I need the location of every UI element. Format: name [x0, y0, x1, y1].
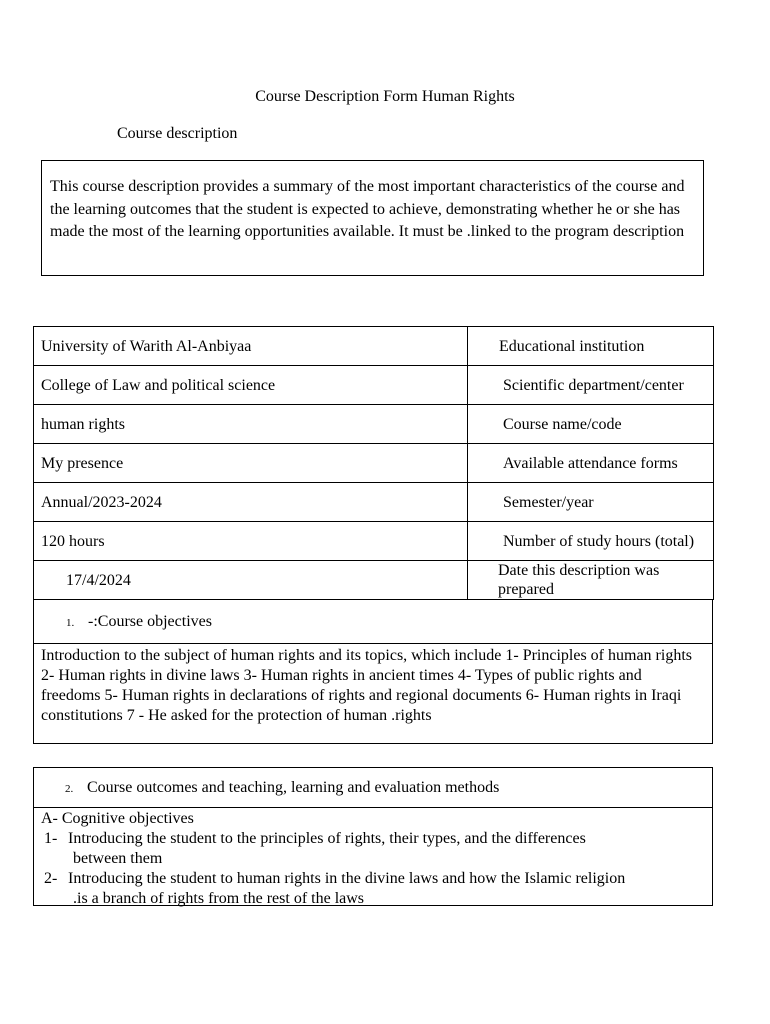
institution-label: Educational institution [468, 327, 714, 366]
attendance-value: My presence [34, 444, 468, 483]
list-item-text: Introducing the student to the principles of rights, their types, and the differences [68, 830, 586, 847]
date-value: 17/4/2024 [34, 561, 468, 600]
list-item [41, 829, 704, 869]
course-name-label: Course name/code [468, 405, 714, 444]
course-outcomes-body [34, 808, 712, 909]
list-item-continuation: .is a branch of rights from the rest of the laws [73, 890, 365, 907]
section-number: 2. [65, 783, 74, 795]
table-row [34, 405, 714, 444]
course-outcomes-box [33, 767, 713, 906]
course-info-table [33, 326, 714, 600]
list-item-text: Introducing the student to human rights in the divine laws and how the Islamic religion [68, 870, 626, 887]
list-item-number: 2- [44, 870, 58, 887]
semester-value: Annual/2023-2024 [34, 483, 468, 522]
date-label: Date this description was prepared [468, 561, 714, 600]
study-hours-label: Number of study hours (total) [468, 522, 714, 561]
attendance-label: Available attendance forms [468, 444, 714, 483]
course-outcomes-title: Course outcomes and teaching, learning and evaluation methods [87, 779, 500, 796]
course-description-box [41, 160, 704, 276]
department-value: College of Law and political science [34, 366, 468, 405]
semester-label: Semester/year [468, 483, 714, 522]
course-outcomes-heading [34, 768, 712, 808]
table-row [34, 483, 714, 522]
course-objectives-heading [33, 600, 713, 644]
list-item-continuation: between them [73, 850, 163, 867]
study-hours-value: 120 hours [34, 522, 468, 561]
department-label: Scientific department/center [468, 366, 714, 405]
section-number: 1. [66, 617, 75, 629]
course-description-text: This course description provides a summary of the most important characteristics of the course and the learning outcomes that the student is expected to achieve, demonstrating whether he or she has made the most of the learning opportunities available. It must be .linked to the program description [50, 178, 685, 240]
cognitive-objectives-list [41, 829, 704, 909]
table-row [34, 327, 714, 366]
table-row [34, 522, 714, 561]
page-title: Course Description Form Human Rights [255, 88, 515, 105]
course-description-heading: Course description [117, 125, 238, 142]
course-objectives-box [33, 644, 713, 744]
table-row [34, 561, 714, 600]
list-item-number: 1- [44, 830, 58, 847]
table-row [34, 366, 714, 405]
institution-value: University of Warith Al-Anbiyaa [34, 327, 468, 366]
course-name-value: human rights [34, 405, 468, 444]
cognitive-objectives-heading: A- Cognitive objectives [41, 810, 194, 827]
list-item [41, 869, 704, 909]
course-objectives-title: -:Course objectives [88, 613, 212, 630]
course-objectives-text: Introduction to the subject of human rights and its topics, which include 1- Principles of human rights 2- Human rights in divine laws 3- Human rights in ancient times 4- Types of public rights and freedoms 5- Human rights in declarations of rights and regional documents 6- Human rights in Iraqi constitutions 7 - He asked for the protection of human .rights [41, 647, 692, 724]
table-row [34, 444, 714, 483]
